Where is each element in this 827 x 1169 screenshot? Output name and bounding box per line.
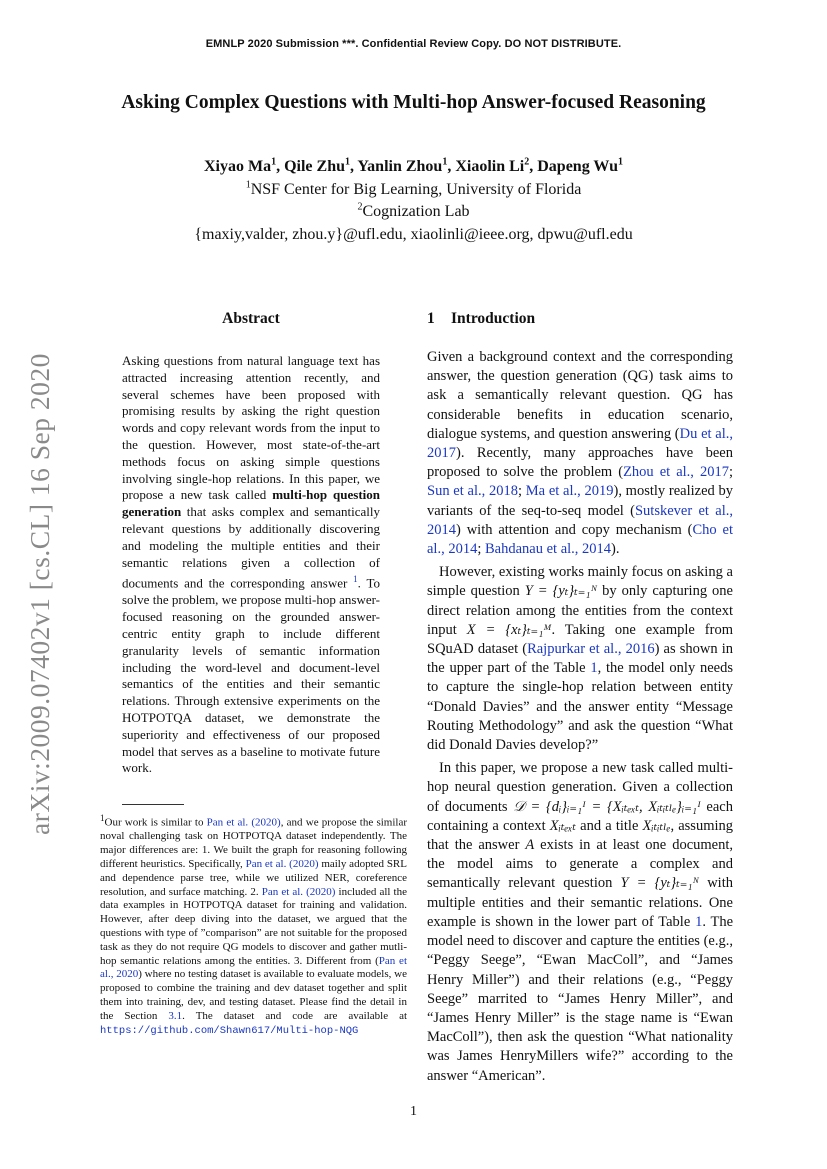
- citation-link[interactable]: Pan et al. (2020): [245, 858, 319, 871]
- math-expression: Y = {yₜ}ₜ₌₁ᴺ: [524, 583, 598, 600]
- author-name: Qile Zhu: [284, 158, 345, 175]
- footnote-ref[interactable]: 1: [353, 574, 358, 585]
- section-ref-link[interactable]: 3.1: [168, 1009, 183, 1022]
- page-header: EMNLP 2020 Submission ***. Confidential Review Copy. DO NOT DISTRIBUTE.: [205, 38, 622, 50]
- affiliation-1: $^1$NSF Center for Big Learning, University of Florida: [245, 179, 582, 198]
- citation-link[interactable]: Cho et al., 2014: [427, 521, 733, 558]
- footnote-mark: 1: [100, 813, 105, 823]
- citation-link[interactable]: Sutskever et al., 2014: [427, 502, 733, 538]
- table-ref-link[interactable]: 1: [590, 660, 598, 677]
- author-name: Yanlin Zhou: [357, 158, 443, 175]
- intro-paragraph-3: In this paper, we propose a new task called multi-hop neural question generation. Given a collection of documents 𝒟 = {dᵢ}ᵢ₌₁ᴵ = {Xᵢₜₑₓₜ, Xᵢₜᵢₜₗₑ}ᵢ₌₁ᴵ each containing a context Xᵢₜₑₓₜ and a title Xᵢₜᵢₜₗₑ, assuming that the answer A exists in at least one document, the model aims to generate a complex and semantically relevant question Y = {yₜ}ₜ₌₁ᴺ with multiple entities and their semantic relations. One example is shown in the lower part of Table 1. The model need to discover and capture the entities (e.g., “Peggy Seege”, “Ewan MacColl”, and “James Henry Miller”) and their relations (e.g., “Peggy Seege” marrited to “James Henry Miller”, and “James Henry Miller” is the stage name is “Ewan MacColl”), then ask the question “What nationality was James HenryMillers wife?” according to the answer “American”.: [427, 760, 734, 1084]
- section-heading: 1 Introduction: [427, 310, 536, 327]
- abstract-text: Asking questions from natural language text has attracted increasing attention recently, and several schemes have been proposed with promising results by asking the right question words and copy relevant words from the input to the question. However, most state-of-the-art methods focus on asking simple questions involving single-hop relations. In this paper, we propose a new task called multi-hop question generation that asks complex and semantically relevant questions by additionally discovering and modeling the multiple entities and their semantic relations given a collection of documents and the corresponding answer $^1$. To solve the problem, we propose multi-hop answer-focused reasoning on the grounded answer-centric entity graph to include different granularity levels of semantic information including the word-level and document-level semantics of the entities and their semantic relations. Through extensive experiments on the HOTPOTQA dataset, we demonstrate the superiority and effectiveness of our proposed model that serves as a baseline to motivate future work.: [122, 353, 380, 776]
- page-number: 1: [410, 1104, 417, 1119]
- author-emails: {maxiy,valder, zhou.y}@ufl.edu, xiaolinli@ieee.org, dpwu@ufl.edu: [194, 225, 633, 243]
- author-name: Xiaolin Li: [455, 158, 525, 175]
- paper-title: Asking Complex Questions with Multi-hop Answer-focused Reasoning: [121, 92, 706, 113]
- author-affiliation-mark: 1: [442, 156, 448, 168]
- author-affiliation-mark: 1: [271, 156, 277, 168]
- right-column: [427, 305, 733, 1086]
- citation-link[interactable]: Zhou et al., 2017: [623, 464, 729, 481]
- repo-url-link[interactable]: https://github.com/Shawn617/Multi-hop-NQG: [100, 1024, 359, 1037]
- abstract-heading: Abstract: [222, 310, 280, 327]
- author-affiliation-mark: 1: [618, 156, 624, 168]
- math-expression: Xᵢₜₑₓₜ: [549, 817, 577, 834]
- task-name: multi-hop question generation: [122, 487, 380, 520]
- math-expression: A: [525, 837, 535, 854]
- math-expression: Xᵢₜᵢₜₗₑ: [642, 817, 671, 834]
- author-affiliation-mark: 2: [524, 156, 530, 168]
- affiliation-2: $^2$Cognization Lab: [357, 201, 470, 220]
- citation-link[interactable]: Sun et al., 2018: [427, 483, 518, 500]
- arxiv-stamp: arXiv:2009.07402v1 [cs.CL] 16 Sep 2020: [24, 353, 55, 835]
- author-names: Xiyao Ma$^1$, Qile Zhu$^1$, Yanlin Zhou$^1$, Xiaolin Li$^2$, Dapeng Wu$^1$: [203, 156, 624, 175]
- citation-link[interactable]: Du et al., 2017: [427, 425, 734, 462]
- author-name: Xiyao Ma: [203, 158, 272, 175]
- footnote: $^1$Our work is similar to Pan et al. (2020), and we propose the similar noval challenging task on HOTPOTQA dataset independently. The major differences are: 1. We built the graph for reasoning following different heuristics. Specifically, Pan et al. (2020) maily adopted SRL and dependence parse tree, while we utilized NER, coreference resolution, and surface matching. 2. Pan et al. (2020) included all the data examples in HOTPOTQA dataset for training and validation. However, after deep diving into the dataset, we argued that the questions with type of ”comparison” are not suitable for the proposed task as they do not require QG models to discover and gather mutli-hop semantic relations among the entities. 3. Different from (Pan et al., 2020) where no testing dataset is available to evaluate models, we proposed to combine the training and dev dataset together and split them into training, dev, and testing dataset. Please find the detail in the Section 3.1. The dataset and code are available at https://github.com/Shawn617/Multi-hop-NQG: [100, 813, 408, 1037]
- left-column: [122, 305, 380, 777]
- intro-paragraph-2: However, existing works mainly focus on asking a simple question Y = {yₜ}ₜ₌₁ᴺ by only capturing one direct relation among the entities from the context input X = {xₜ}ₜ₌₁ᴹ. Taking one example from SQuAD dataset (Rajpurkar et al., 2016) as shown in the upper part of the Table 1, the model only needs to capture the single-hop relation between entity “Donald Davies” and the answer entity “Message Routing Methodology” and ask the question “What did Donald Davies develop?”: [427, 564, 733, 754]
- citation-link[interactable]: Pan et al., 2020: [100, 954, 407, 981]
- table-ref-link[interactable]: 1: [695, 913, 703, 930]
- author-affiliation-mark: 1: [344, 156, 350, 168]
- citation-link[interactable]: Pan et al. (2020): [206, 816, 281, 829]
- citation-link[interactable]: Rajpurkar et al., 2016: [527, 641, 655, 658]
- citation-link[interactable]: Bahdanau et al., 2014: [485, 541, 612, 558]
- intro-paragraph-1: Given a background context and the corresponding answer, the question generation (QG) task aims to ask a semantically relevant question. QG has considerable benefits in education scenario, dialogue systems, and question answering (Du et al., 2017). Recently, many approaches have been proposed to solve the problem (Zhou et al., 2017; Sun et al., 2018; Ma et al., 2019), mostly realized by variants of the seq-to-seq model (Sutskever et al., 2014) with attention and copy mechanism (Cho et al., 2014; Bahdanau et al., 2014).: [427, 349, 734, 558]
- math-expression: Y = {yₜ}ₜ₌₁ᴺ: [620, 875, 700, 892]
- citation-link[interactable]: Ma et al., 2019: [525, 483, 614, 500]
- footnote-divider: [122, 804, 184, 805]
- author-block: [0, 156, 827, 246]
- author-name: Dapeng Wu: [537, 158, 619, 175]
- math-expression: X = {xₜ}ₜ₌₁ᴹ: [466, 621, 552, 638]
- citation-link[interactable]: Pan et al. (2020): [261, 885, 336, 898]
- math-expression: 𝒟 = {dᵢ}ᵢ₌₁ᴵ = {Xᵢₜₑₓₜ, Xᵢₜᵢₜₗₑ}ᵢ₌₁ᴵ: [513, 798, 701, 815]
